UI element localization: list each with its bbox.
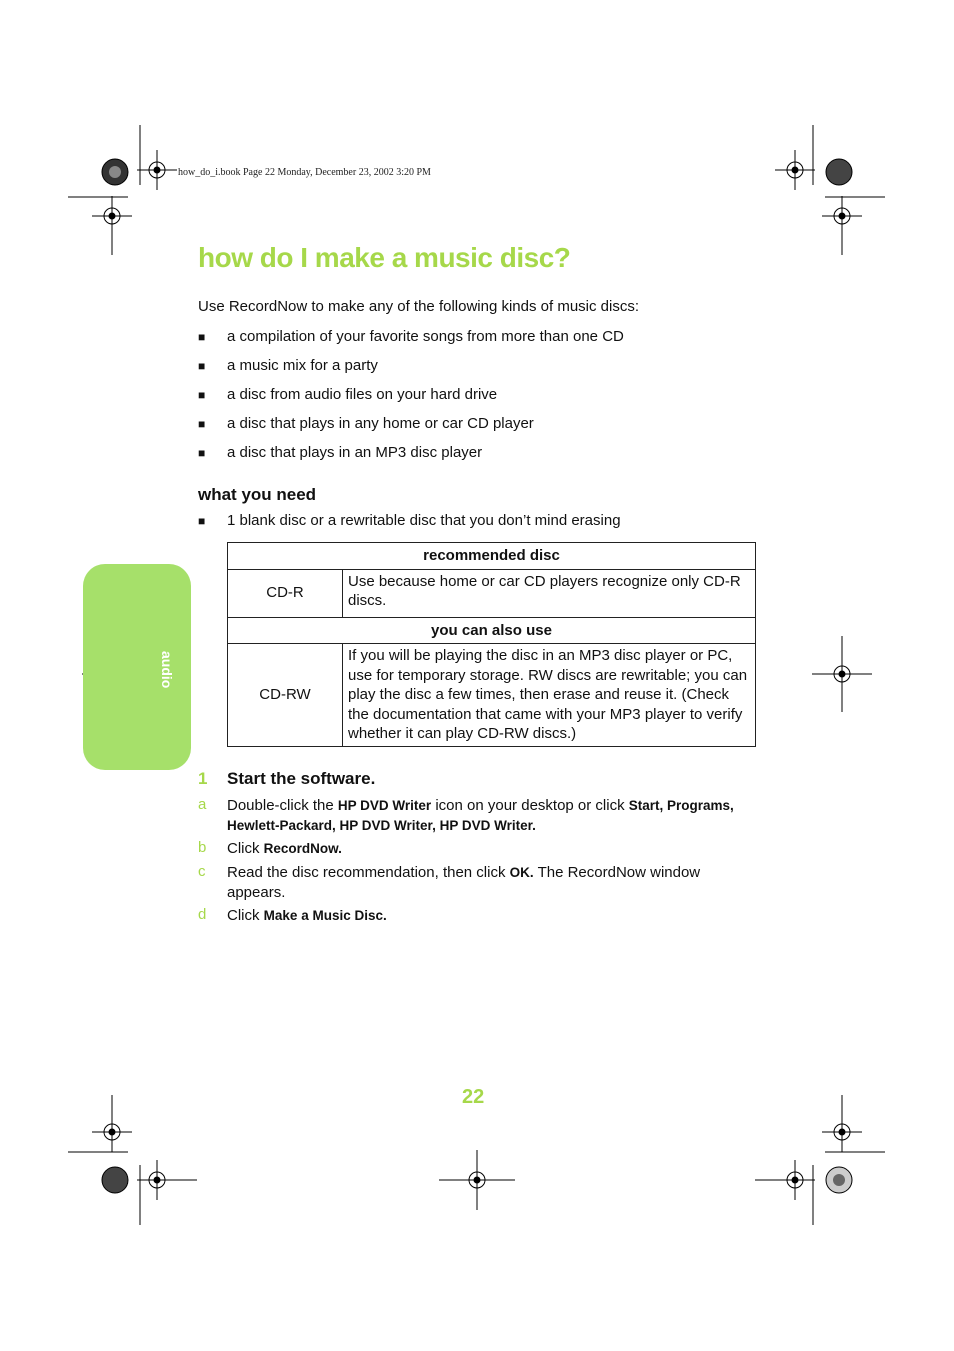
also-use-header: you can also use [228,617,756,644]
recommended-header: recommended disc [228,543,756,570]
bullet-icon: ■ [198,359,206,373]
substep-letter: b [198,839,207,856]
list-item: ■ a disc from audio files on your hard drive [198,386,498,403]
substep-letter: c [198,863,206,880]
list-item: ■ a music mix for a party [198,357,378,374]
table-row [228,543,756,570]
disc-type-cell: CD-RW [228,644,343,747]
step-number: 1 [198,769,208,788]
table-row [228,617,756,644]
page-title: how do I make a music disc? [198,242,571,273]
list-item: ■ a compilation of your favorite songs from more than one CD [198,328,624,345]
disc-type-cell: CD-R [228,569,343,617]
list-item: ■ a disc that plays in any home or car CD player [198,415,534,432]
print-header-note: how_do_i.book Page 22 Monday, December 23, 2002 3:20 PM [178,167,431,178]
substep-b: Click RecordNow. [227,840,342,857]
substep-letter: a [198,796,207,813]
list-item: ■ a disc that plays in an MP3 disc player [198,444,483,461]
what-you-need-heading: what you need [198,485,317,504]
bullet-icon: ■ [198,388,206,402]
substep-d: Click Make a Music Disc. [227,907,387,924]
bullet-icon: ■ [198,446,206,460]
disc-desc-cell: Use because home or car CD players recognize only CD-R discs. [343,569,756,617]
bullet-icon: ■ [198,417,206,431]
table-row [228,644,756,747]
page-number: 22 [462,1086,485,1108]
list-item: ■ 1 blank disc or a rewritable disc that you don’t mind erasing [198,512,621,529]
bullet-icon: ■ [198,514,206,528]
step-title: Start the software. [227,769,376,788]
disc-desc-cell: If you will be playing the disc in an MP3 disc player or PC, use for temporary storage. RW discs are rewritable; you can play the disc a few times, then erase and reuse it. (Check the documentation that came with your MP3 player to verify whether it can play CD-RW discs.) [343,644,756,747]
intro-text: Use RecordNow to make any of the following kinds of music discs: [198,298,640,315]
audio-section-label: audio [159,651,175,689]
disc-table [227,542,756,747]
substep-c: Read the disc recommendation, then click OK. The RecordNow window appears. [227,864,701,901]
bullet-icon: ■ [198,330,206,344]
table-row [228,569,756,617]
substep-a: Double-click the HP DVD Writer icon on your desktop or click Start, Programs, Hewlett-Packard, HP DVD Writer, HP DVD Writer. [227,797,734,833]
substep-letter: d [198,906,207,923]
need-list [198,511,758,540]
music-disc-list [198,327,758,472]
